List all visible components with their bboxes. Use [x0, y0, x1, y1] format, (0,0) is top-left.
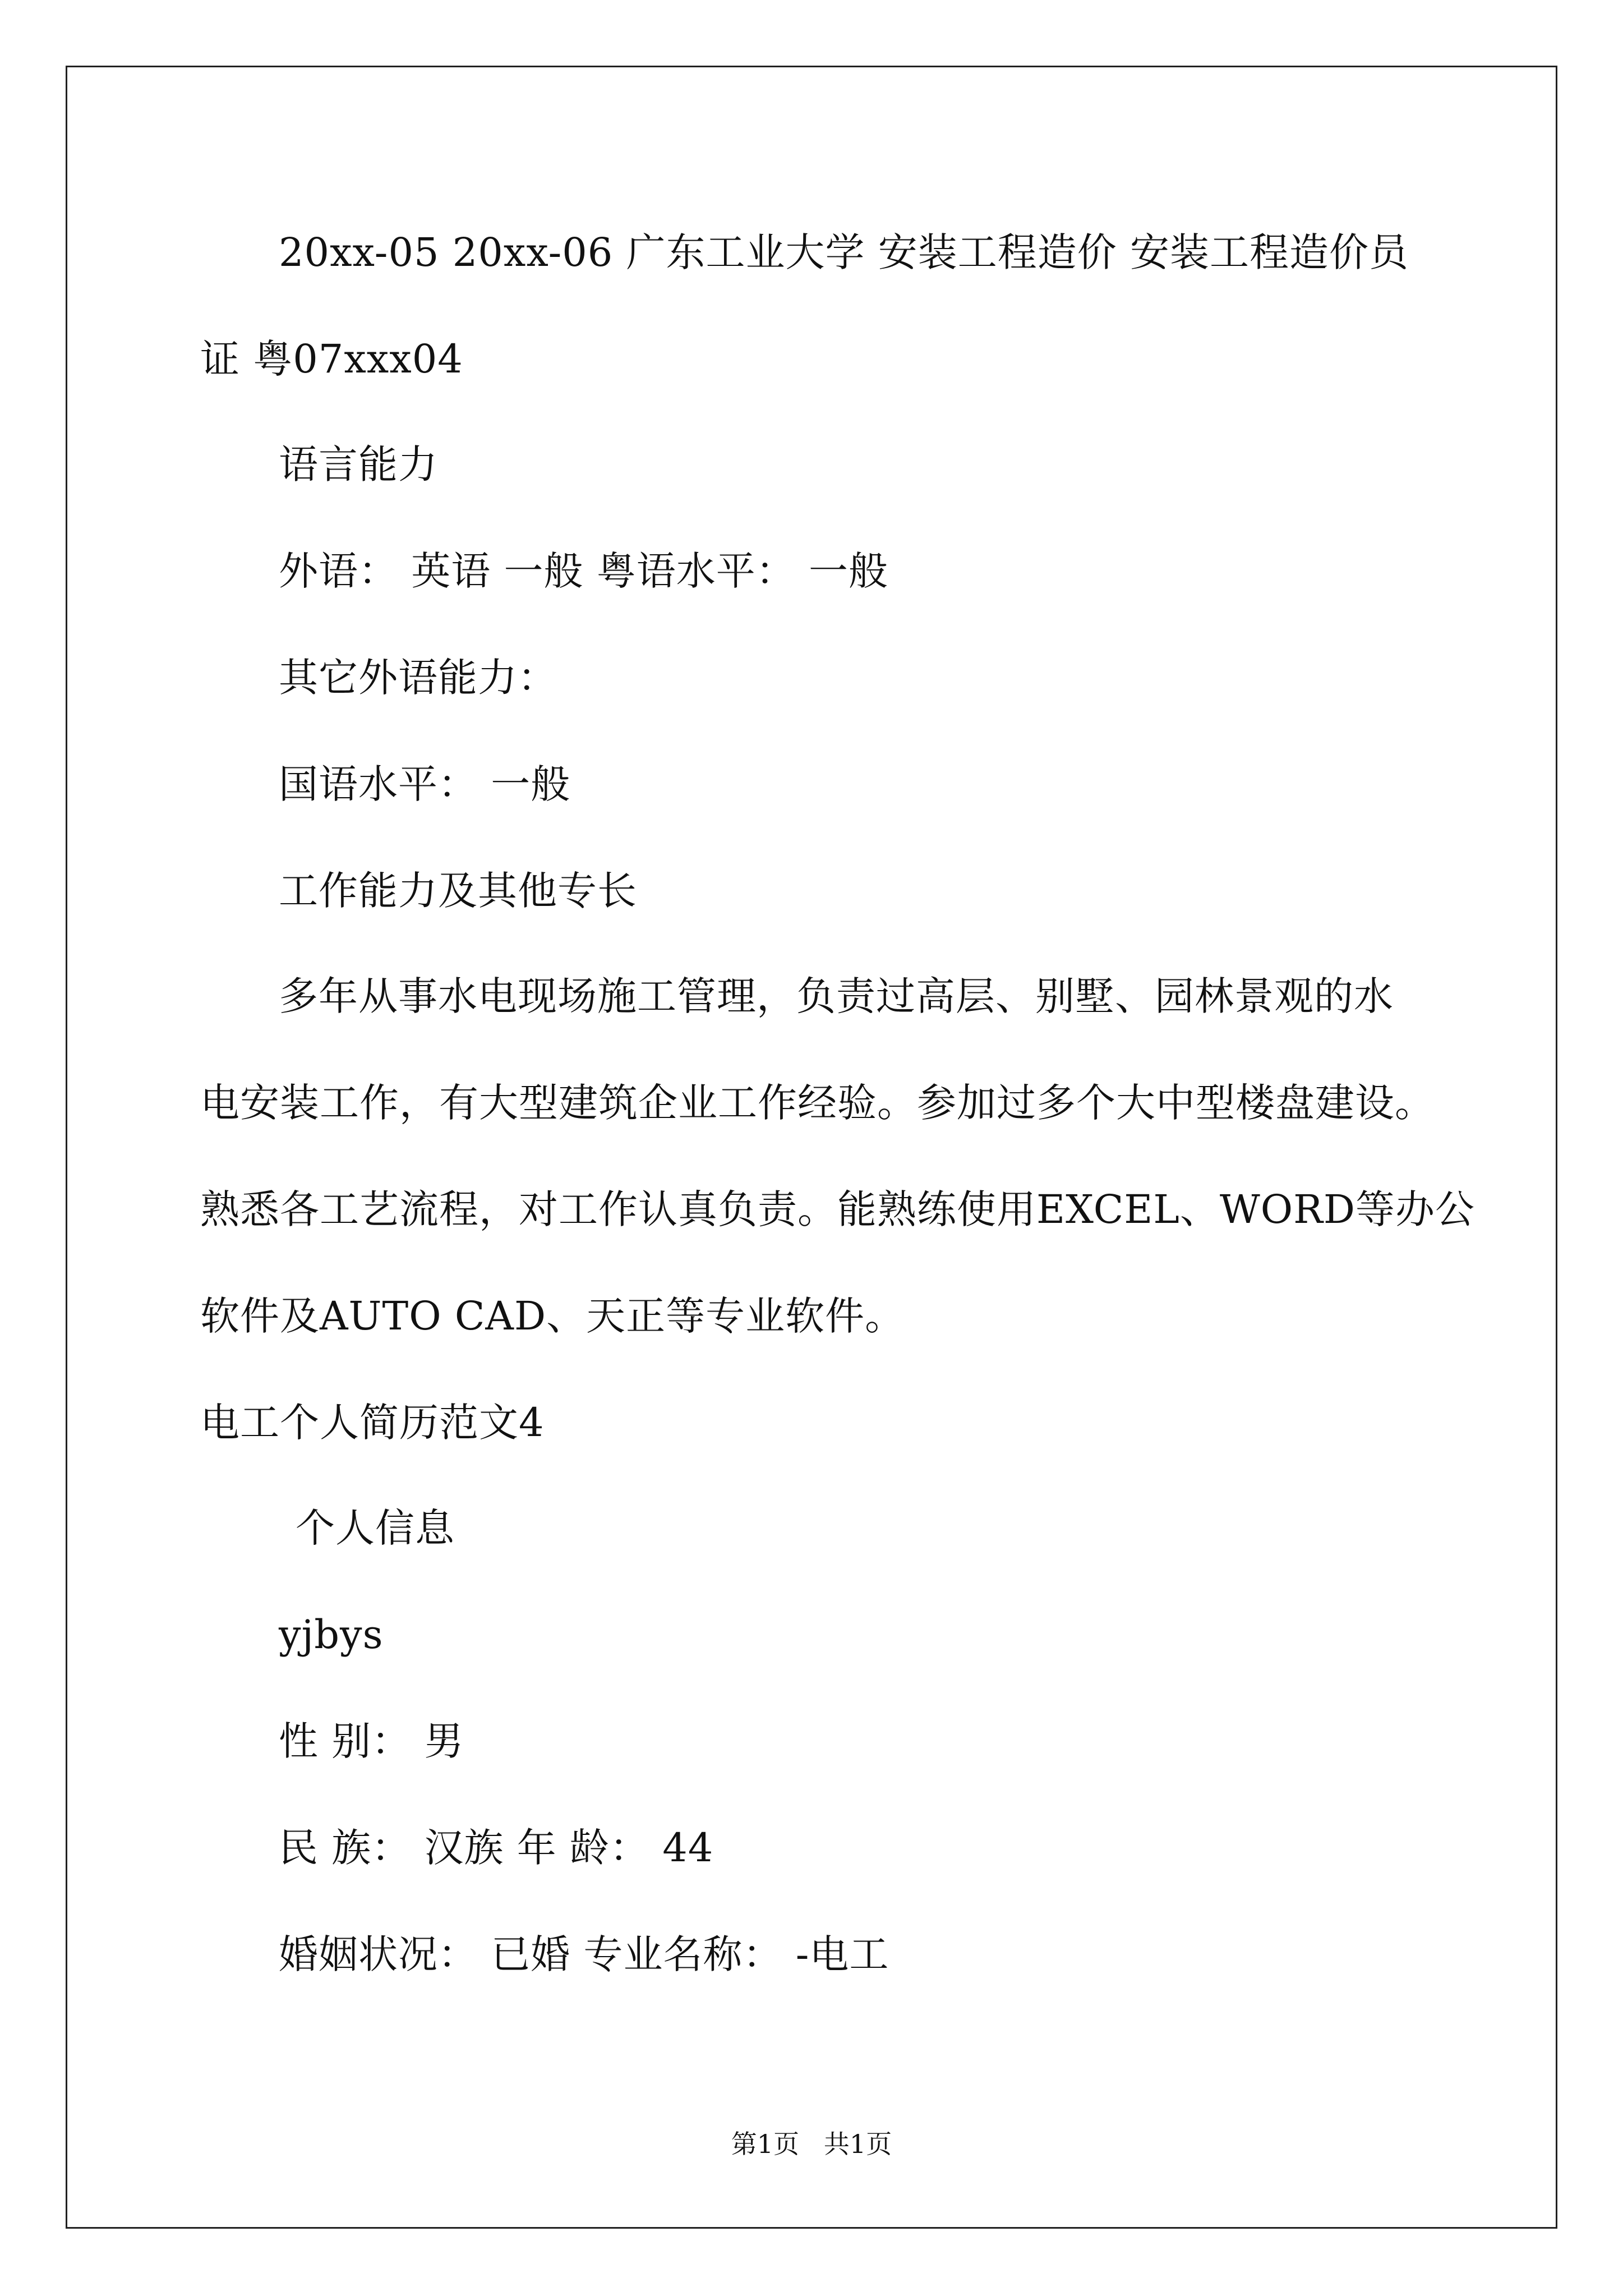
- resume-title: 电工个人简历范文4: [200, 1400, 545, 1446]
- page-border: [66, 66, 1557, 2229]
- foreign-language-line: 外语： 英语 一般 粤语水平： 一般: [279, 548, 889, 594]
- other-language-line: 其它外语能力：: [279, 655, 557, 701]
- skills-paragraph-line-2: 电安装工作，有大型建筑企业工作经验。参加过多个大中型楼盘建设。: [200, 1080, 1435, 1126]
- education-line: 20xx-05 20xx-06 广东工业大学 安装工程造价 安装工程造价员: [279, 229, 1409, 275]
- skills-paragraph-line-4: 软件及AUTO CAD、天正等专业软件。: [200, 1293, 905, 1339]
- ethnicity-age-line: 民 族： 汉族 年 龄： 44: [279, 1825, 714, 1871]
- skills-paragraph-line-1: 多年从事水电现场施工管理，负责过高层、别墅、园林景观的水: [279, 973, 1394, 1019]
- page-footer: 第1页 共1页: [731, 2129, 892, 2159]
- name-line: yjbys: [279, 1612, 384, 1658]
- section-heading-personal-info: 个人信息: [296, 1505, 455, 1551]
- education-line-continued: 证 粤07xxx04: [200, 336, 463, 382]
- marital-major-line: 婚姻状况： 已婚 专业名称： -电工: [279, 1931, 889, 1977]
- section-heading-language: 语言能力: [279, 441, 438, 487]
- section-heading-skills: 工作能力及其他专长: [279, 868, 637, 914]
- skills-paragraph-line-3: 熟悉各工艺流程，对工作认真负责。能熟练使用EXCEL、WORD等办公: [200, 1186, 1476, 1232]
- gender-line: 性 别： 男: [279, 1718, 464, 1764]
- mandarin-level-line: 国语水平： 一般: [279, 761, 571, 807]
